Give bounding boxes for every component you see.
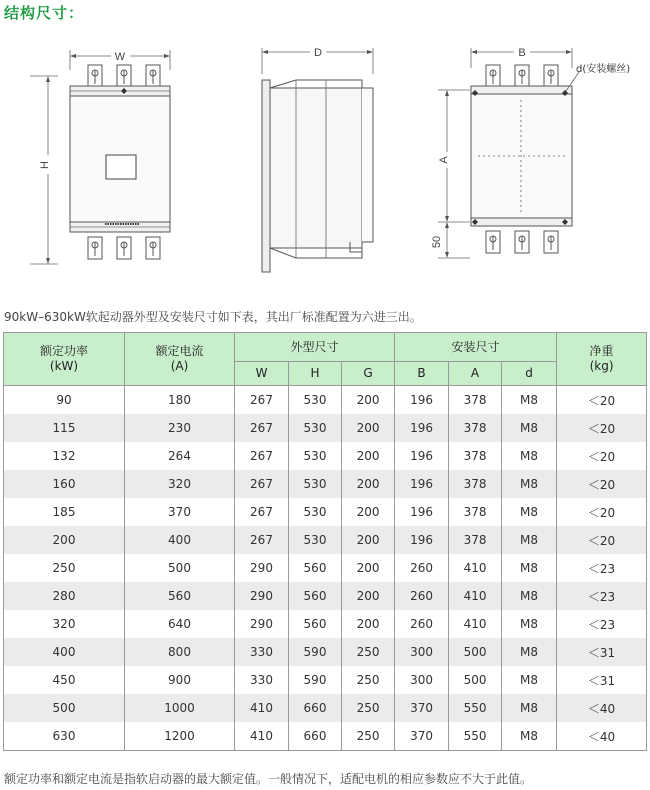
- table-cell: 590: [289, 666, 342, 694]
- table-cell: 400: [4, 638, 125, 666]
- table-cell: 630: [4, 722, 125, 751]
- table-cell: 200: [342, 526, 395, 554]
- table-cell: 660: [289, 722, 342, 751]
- table-row: [4, 582, 647, 610]
- header-h: H: [289, 362, 342, 386]
- header-g: G: [342, 362, 395, 386]
- table-cell: M8: [502, 498, 557, 526]
- table-cell: 267: [235, 470, 289, 498]
- table-cell: M8: [502, 582, 557, 610]
- table-cell: 1000: [125, 694, 235, 722]
- table-cell: 660: [289, 694, 342, 722]
- table-cell: 300: [395, 666, 449, 694]
- table-cell: ＜20: [557, 526, 647, 554]
- table-cell: 530: [289, 498, 342, 526]
- table-row: [4, 386, 647, 415]
- table-cell: 370: [395, 694, 449, 722]
- mounting-view-drawing: [431, 47, 630, 258]
- table-cell: 267: [235, 386, 289, 415]
- table-cell: 200: [342, 498, 395, 526]
- table-cell: 160: [4, 470, 125, 498]
- table-cell: 300: [395, 638, 449, 666]
- table-cell: 560: [289, 554, 342, 582]
- table-row: [4, 666, 647, 694]
- mounting-hole-label: d(安装螺丝): [576, 64, 631, 75]
- table-row: [4, 638, 647, 666]
- table-cell: 590: [289, 638, 342, 666]
- table-row: [4, 554, 647, 582]
- table-cell: 378: [449, 386, 502, 415]
- table-cell: 320: [125, 470, 235, 498]
- table-cell: 500: [449, 666, 502, 694]
- table-cell: M8: [502, 442, 557, 470]
- table-cell: M8: [502, 386, 557, 415]
- table-cell: M8: [502, 470, 557, 498]
- table-cell: 290: [235, 554, 289, 582]
- table-cell: 400: [125, 526, 235, 554]
- table-cell: 900: [125, 666, 235, 694]
- header-weight: 净重 (kg): [557, 333, 647, 386]
- table-cell: 200: [4, 526, 125, 554]
- table-cell: 410: [449, 554, 502, 582]
- table-cell: 290: [235, 610, 289, 638]
- header-current: 额定电流 (A): [125, 333, 235, 386]
- header-outer-dimensions: 外型尺寸: [235, 333, 395, 362]
- table-cell: 370: [395, 722, 449, 751]
- table-cell: 200: [342, 414, 395, 442]
- dimension-drawings: [0, 28, 650, 303]
- table-cell: 260: [395, 610, 449, 638]
- table-cell: 530: [289, 526, 342, 554]
- table-cell: M8: [502, 722, 557, 751]
- table-cell: 378: [449, 414, 502, 442]
- table-cell: 800: [125, 638, 235, 666]
- table-cell: 410: [235, 694, 289, 722]
- table-cell: M8: [502, 638, 557, 666]
- table-cell: 196: [395, 386, 449, 415]
- table-row: [4, 498, 647, 526]
- table-cell: M8: [502, 610, 557, 638]
- table-cell: 410: [449, 582, 502, 610]
- table-cell: 196: [395, 442, 449, 470]
- table-row: [4, 610, 647, 638]
- table-cell: 267: [235, 498, 289, 526]
- table-cell: ＜20: [557, 498, 647, 526]
- table-cell: 378: [449, 498, 502, 526]
- table-cell: 196: [395, 470, 449, 498]
- table-cell: 90: [4, 386, 125, 415]
- table-cell: ＜40: [557, 694, 647, 722]
- table-row: [4, 694, 647, 722]
- table-cell: 560: [289, 610, 342, 638]
- table-cell: 250: [342, 666, 395, 694]
- table-cell: 280: [4, 582, 125, 610]
- table-cell: 200: [342, 610, 395, 638]
- table-cell: 320: [4, 610, 125, 638]
- table-cell: 410: [235, 722, 289, 751]
- table-cell: 330: [235, 638, 289, 666]
- header-d: d: [502, 362, 557, 386]
- table-cell: 196: [395, 414, 449, 442]
- table-row: [4, 414, 647, 442]
- table-cell: M8: [502, 666, 557, 694]
- table-cell: ＜20: [557, 386, 647, 415]
- dim-label-a: A: [438, 156, 450, 164]
- table-cell: 196: [395, 526, 449, 554]
- front-view-drawing: [30, 50, 170, 264]
- table-cell: 264: [125, 442, 235, 470]
- table-cell: ＜40: [557, 722, 647, 751]
- dimension-table: [3, 332, 647, 751]
- table-cell: 200: [342, 554, 395, 582]
- table-cell: ＜20: [557, 442, 647, 470]
- table-cell: 230: [125, 414, 235, 442]
- section-title: 结构尺寸：: [4, 4, 85, 22]
- footnote: 额定功率和额定电流是指软启动器的最大额定值。一般情况下，适配电机的相应参数应不大于此值。: [4, 772, 533, 786]
- dim-label-50: 50: [431, 235, 443, 249]
- table-cell: 500: [4, 694, 125, 722]
- table-row: [4, 470, 647, 498]
- table-cell: 410: [449, 610, 502, 638]
- table-cell: 250: [342, 722, 395, 751]
- table-cell: 378: [449, 442, 502, 470]
- table-cell: ＜20: [557, 414, 647, 442]
- table-row: [4, 526, 647, 554]
- table-cell: M8: [502, 526, 557, 554]
- table-row: [4, 442, 647, 470]
- table-cell: 560: [125, 582, 235, 610]
- table-cell: 260: [395, 554, 449, 582]
- table-cell: 267: [235, 526, 289, 554]
- table-cell: 260: [395, 582, 449, 610]
- dim-label-w: W: [114, 51, 126, 63]
- table-cell: 560: [289, 582, 342, 610]
- table-cell: 530: [289, 414, 342, 442]
- table-cell: ＜23: [557, 582, 647, 610]
- table-cell: 640: [125, 610, 235, 638]
- dim-label-d: D: [314, 47, 322, 59]
- table-cell: 370: [125, 498, 235, 526]
- table-cell: 267: [235, 414, 289, 442]
- table-cell: 180: [125, 386, 235, 415]
- table-cell: 200: [342, 442, 395, 470]
- table-cell: 115: [4, 414, 125, 442]
- table-cell: 550: [449, 694, 502, 722]
- intro-text: 90kW–630kW软起动器外型及安装尺寸如下表，其出厂标准配置为六进三出。: [4, 310, 422, 324]
- table-cell: 530: [289, 386, 342, 415]
- table-cell: 530: [289, 442, 342, 470]
- header-a: A: [449, 362, 502, 386]
- table-cell: ＜20: [557, 470, 647, 498]
- header-w: W: [235, 362, 289, 386]
- table-cell: 250: [342, 694, 395, 722]
- table-cell: 185: [4, 498, 125, 526]
- table-row: [4, 722, 647, 751]
- table-cell: 200: [342, 582, 395, 610]
- table-cell: 200: [342, 470, 395, 498]
- header-power: 额定功率 (kW): [4, 333, 125, 386]
- table-cell: 500: [125, 554, 235, 582]
- table-cell: 530: [289, 470, 342, 498]
- table-cell: 196: [395, 498, 449, 526]
- table-cell: ＜31: [557, 638, 647, 666]
- table-cell: ＜23: [557, 610, 647, 638]
- dim-label-b: B: [518, 47, 526, 59]
- dim-label-h: H: [39, 161, 51, 169]
- table-cell: 500: [449, 638, 502, 666]
- table-cell: 250: [342, 638, 395, 666]
- table-cell: 378: [449, 526, 502, 554]
- table-cell: 132: [4, 442, 125, 470]
- table-cell: 267: [235, 442, 289, 470]
- table-cell: 1200: [125, 722, 235, 751]
- table-cell: 378: [449, 470, 502, 498]
- table-cell: ＜23: [557, 554, 647, 582]
- table-cell: ＜31: [557, 666, 647, 694]
- table-cell: 450: [4, 666, 125, 694]
- table-cell: 290: [235, 582, 289, 610]
- side-view-drawing: [262, 47, 373, 272]
- table-cell: 200: [342, 386, 395, 415]
- table-cell: M8: [502, 694, 557, 722]
- table-cell: 250: [4, 554, 125, 582]
- table-cell: 550: [449, 722, 502, 751]
- table-cell: 330: [235, 666, 289, 694]
- header-install-dimensions: 安装尺寸: [395, 333, 557, 362]
- table-cell: M8: [502, 554, 557, 582]
- table-cell: M8: [502, 414, 557, 442]
- header-b: B: [395, 362, 449, 386]
